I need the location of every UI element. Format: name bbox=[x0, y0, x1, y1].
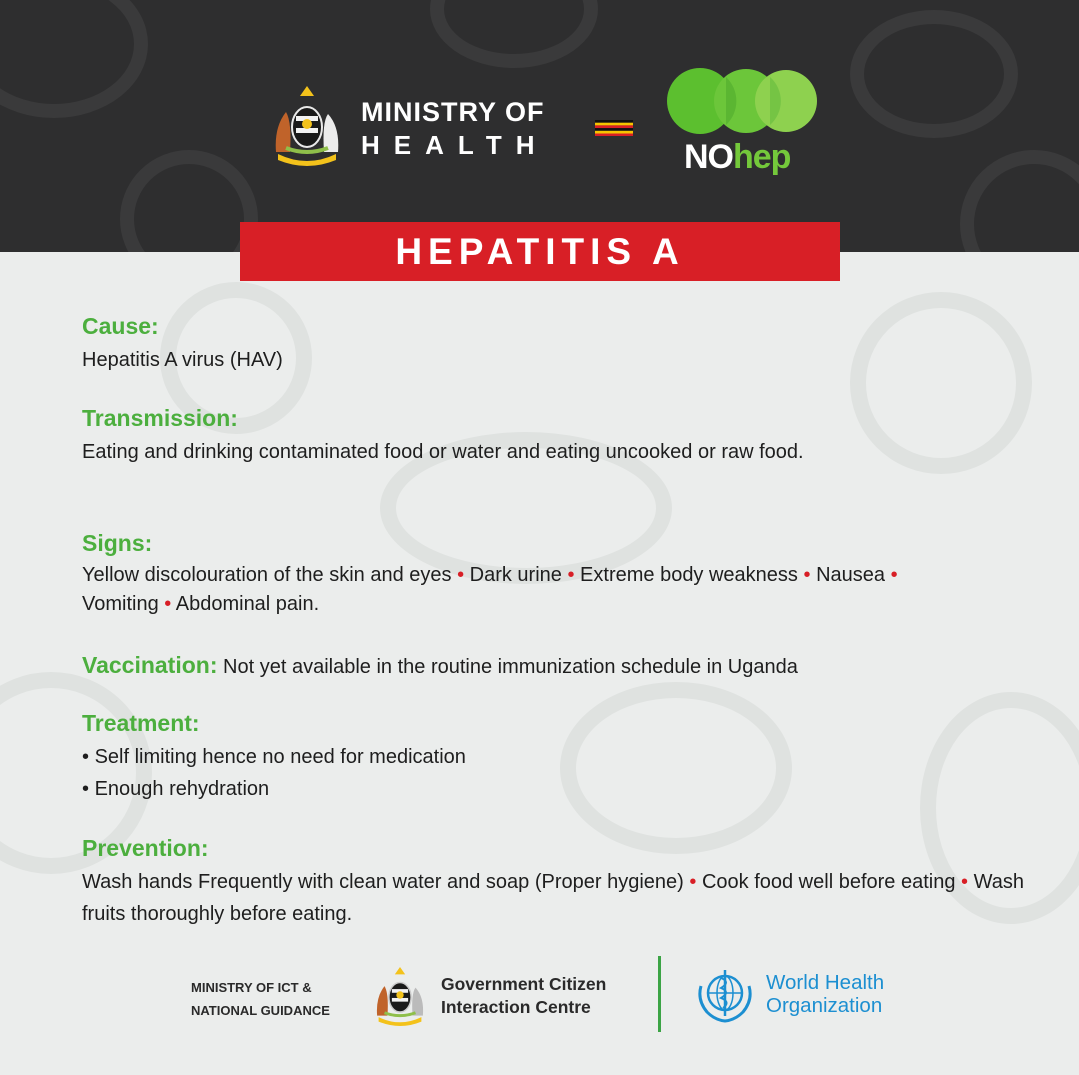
prevention-item: Wash hands Frequently with clean water and soap (Proper hygiene) bbox=[82, 871, 684, 893]
treatment-heading: Treatment: bbox=[82, 710, 200, 736]
sign-item: Extreme body weakness bbox=[580, 564, 798, 586]
transmission-heading: Transmission: bbox=[82, 405, 238, 431]
ministry-title-line2: HEALTH bbox=[361, 130, 549, 160]
footer-ministry-ict bbox=[191, 976, 330, 1022]
treatment-bullet: • Enough rehydration bbox=[82, 778, 270, 800]
treatment-bullet: • Self limiting hence no need for medication bbox=[82, 746, 466, 768]
who-emblem-icon bbox=[693, 964, 757, 1026]
sign-item: Abdominal pain. bbox=[175, 593, 320, 615]
footer-gcic bbox=[441, 973, 606, 1019]
treatment-item: Self limiting hence no need for medication bbox=[94, 746, 466, 768]
sign-item: Nausea bbox=[816, 564, 886, 586]
background-pattern bbox=[120, 150, 258, 252]
nohep-hep: hep bbox=[733, 138, 791, 176]
treatment-item: Enough rehydration bbox=[94, 778, 270, 800]
title-banner bbox=[240, 222, 840, 281]
uganda-coat-of-arms-icon bbox=[266, 82, 348, 166]
who-line2: Organization bbox=[766, 994, 883, 1017]
signs-heading: Signs: bbox=[82, 530, 153, 556]
background-pattern bbox=[430, 0, 598, 68]
vaccination-text: Not yet available in the routine immunization schedule in Uganda bbox=[223, 656, 798, 678]
vaccination-row bbox=[82, 649, 1062, 683]
who-line1: World Health bbox=[766, 971, 885, 994]
prevention-text: Wash hands Frequently with clean water and soap (Proper hygiene) • Cook food well before eating • Wash fruits thoroughly before eating. bbox=[82, 871, 1024, 925]
background-pattern bbox=[960, 150, 1079, 252]
sign-item: Dark urine bbox=[469, 564, 562, 586]
nohep-logo-text bbox=[684, 138, 790, 177]
transmission-text: Eating and drinking contaminated food or water and eating uncooked or raw food. bbox=[82, 441, 804, 463]
vaccination-heading: Vaccination: bbox=[82, 652, 218, 678]
sign-item: Vomiting bbox=[82, 593, 159, 615]
cause-text: Hepatitis A virus (HAV) bbox=[82, 349, 283, 371]
cause-heading: Cause: bbox=[82, 313, 159, 339]
nohep-no: NO bbox=[684, 138, 733, 176]
prevention-item: Wash fruits thoroughly before eating. bbox=[82, 871, 1024, 925]
who-logo-text bbox=[766, 971, 884, 1017]
footer-ict-line1: MINISTRY OF ICT & bbox=[191, 980, 312, 995]
footer-gcic-line2: Interaction Centre bbox=[441, 997, 591, 1017]
footer-ict-line2: NATIONAL GUIDANCE bbox=[191, 1003, 330, 1018]
background-pattern bbox=[0, 0, 148, 118]
prevention-item: Cook food well before eating bbox=[701, 871, 956, 893]
background-pattern bbox=[850, 10, 1018, 138]
uganda-coat-of-arms-icon bbox=[369, 964, 431, 1026]
nohep-circles-icon bbox=[666, 67, 818, 135]
uganda-flag-icon bbox=[595, 120, 633, 136]
footer-divider bbox=[658, 956, 661, 1032]
prevention-heading: Prevention: bbox=[82, 835, 209, 861]
page-title: HEPATITIS A bbox=[395, 231, 685, 272]
footer-gcic-line1: Government Citizen bbox=[441, 974, 607, 994]
ministry-title-line1: MINISTRY OF bbox=[361, 97, 545, 127]
signs-text: Yellow discolouration of the skin and eyes • Dark urine • Extreme body weakness • Nausea • Vomiting • Abdominal pain. bbox=[82, 564, 898, 615]
sign-item: Yellow discolouration of the skin and eyes bbox=[82, 564, 452, 586]
